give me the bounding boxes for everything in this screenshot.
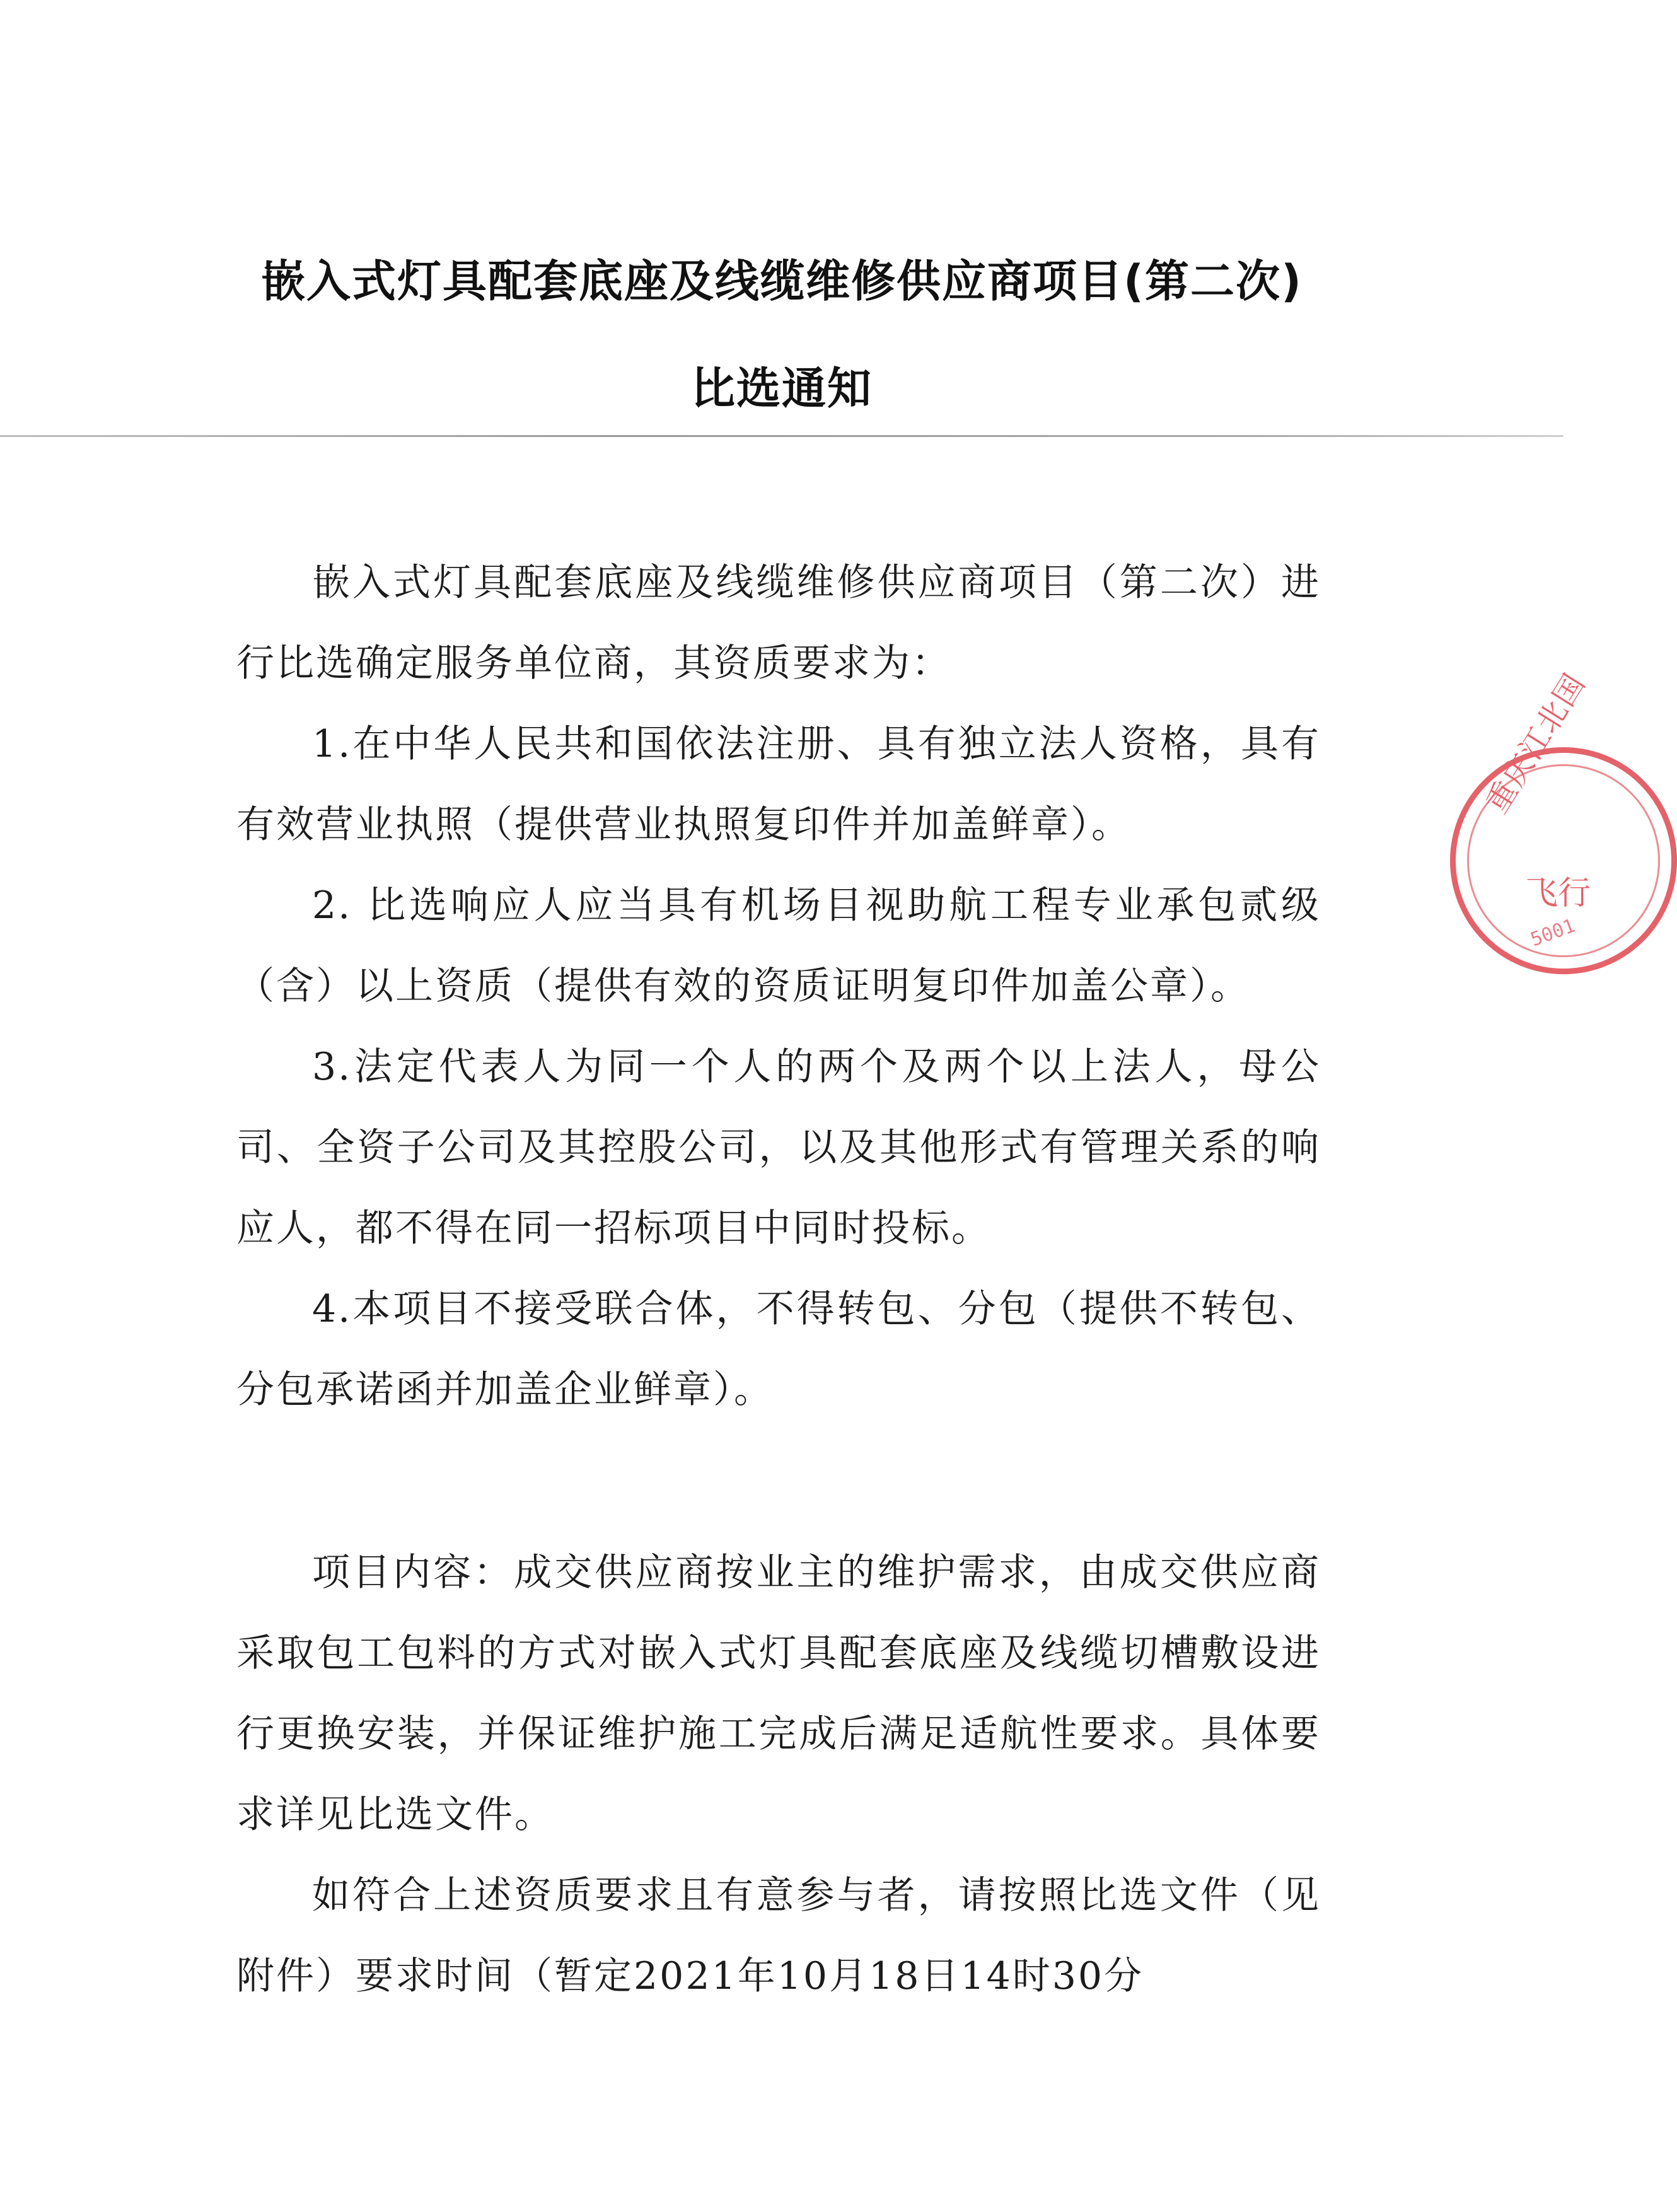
notice-body-continued: [236, 1532, 1321, 2017]
participation-paragraph: 如符合上述资质要求且有意参与者，请按照比选文件（见附件）要求时间（暂定2021年10月18日14时30分: [236, 1873, 1321, 1998]
requirement-item-1: 1.在中华人民共和国依法注册、具有独立法人资格，具有有效营业执照（提供营业执照复印件并加盖鲜章）。: [236, 722, 1321, 847]
document-title: 嵌入式灯具配套底座及线缆维修供应商项目(第二次): [261, 255, 1303, 307]
project-content-paragraph: 项目内容：成交供应商按业主的维护需求，由成交供应商采取包工包料的方式对嵌入式灯具配套底座及线缆切槽敷设进行更换安装，并保证维护施工完成后满足适航性要求。具体要求详见比选文件。: [236, 1551, 1321, 1837]
requirement-item-2: 2. 比选响应人应当具有机场目视助航工程专业承包贰级（含）以上资质（提供有效的资质证明复印件加盖公章）。: [236, 883, 1321, 1008]
requirement-item-4: 4.本项目不接受联合体，不得转包、分包（提供不转包、分包承诺函并加盖企业鲜章）。: [236, 1287, 1321, 1412]
seal-arc-text: 重庆江北国: [1479, 667, 1593, 820]
notice-body: [236, 542, 1321, 1430]
official-seal-stamp: [1450, 667, 1677, 974]
document-subtitle: 比选通知: [691, 363, 873, 414]
seal-number-text: 5001: [1528, 914, 1579, 952]
intro-paragraph: 嵌入式灯具配套底座及线缆维修供应商项目（第二次）进行比选确定服务单位商，其资质要求为：: [236, 561, 1321, 685]
header-divider: [0, 435, 1564, 437]
seal-center-text: 飞行: [1525, 875, 1591, 912]
requirement-item-3: 3.法定代表人为同一个人的两个及两个以上法人，母公司、全资子公司及其控股公司，以及其他形式有管理关系的响应人，都不得在同一招标项目中同时投标。: [236, 1045, 1321, 1250]
